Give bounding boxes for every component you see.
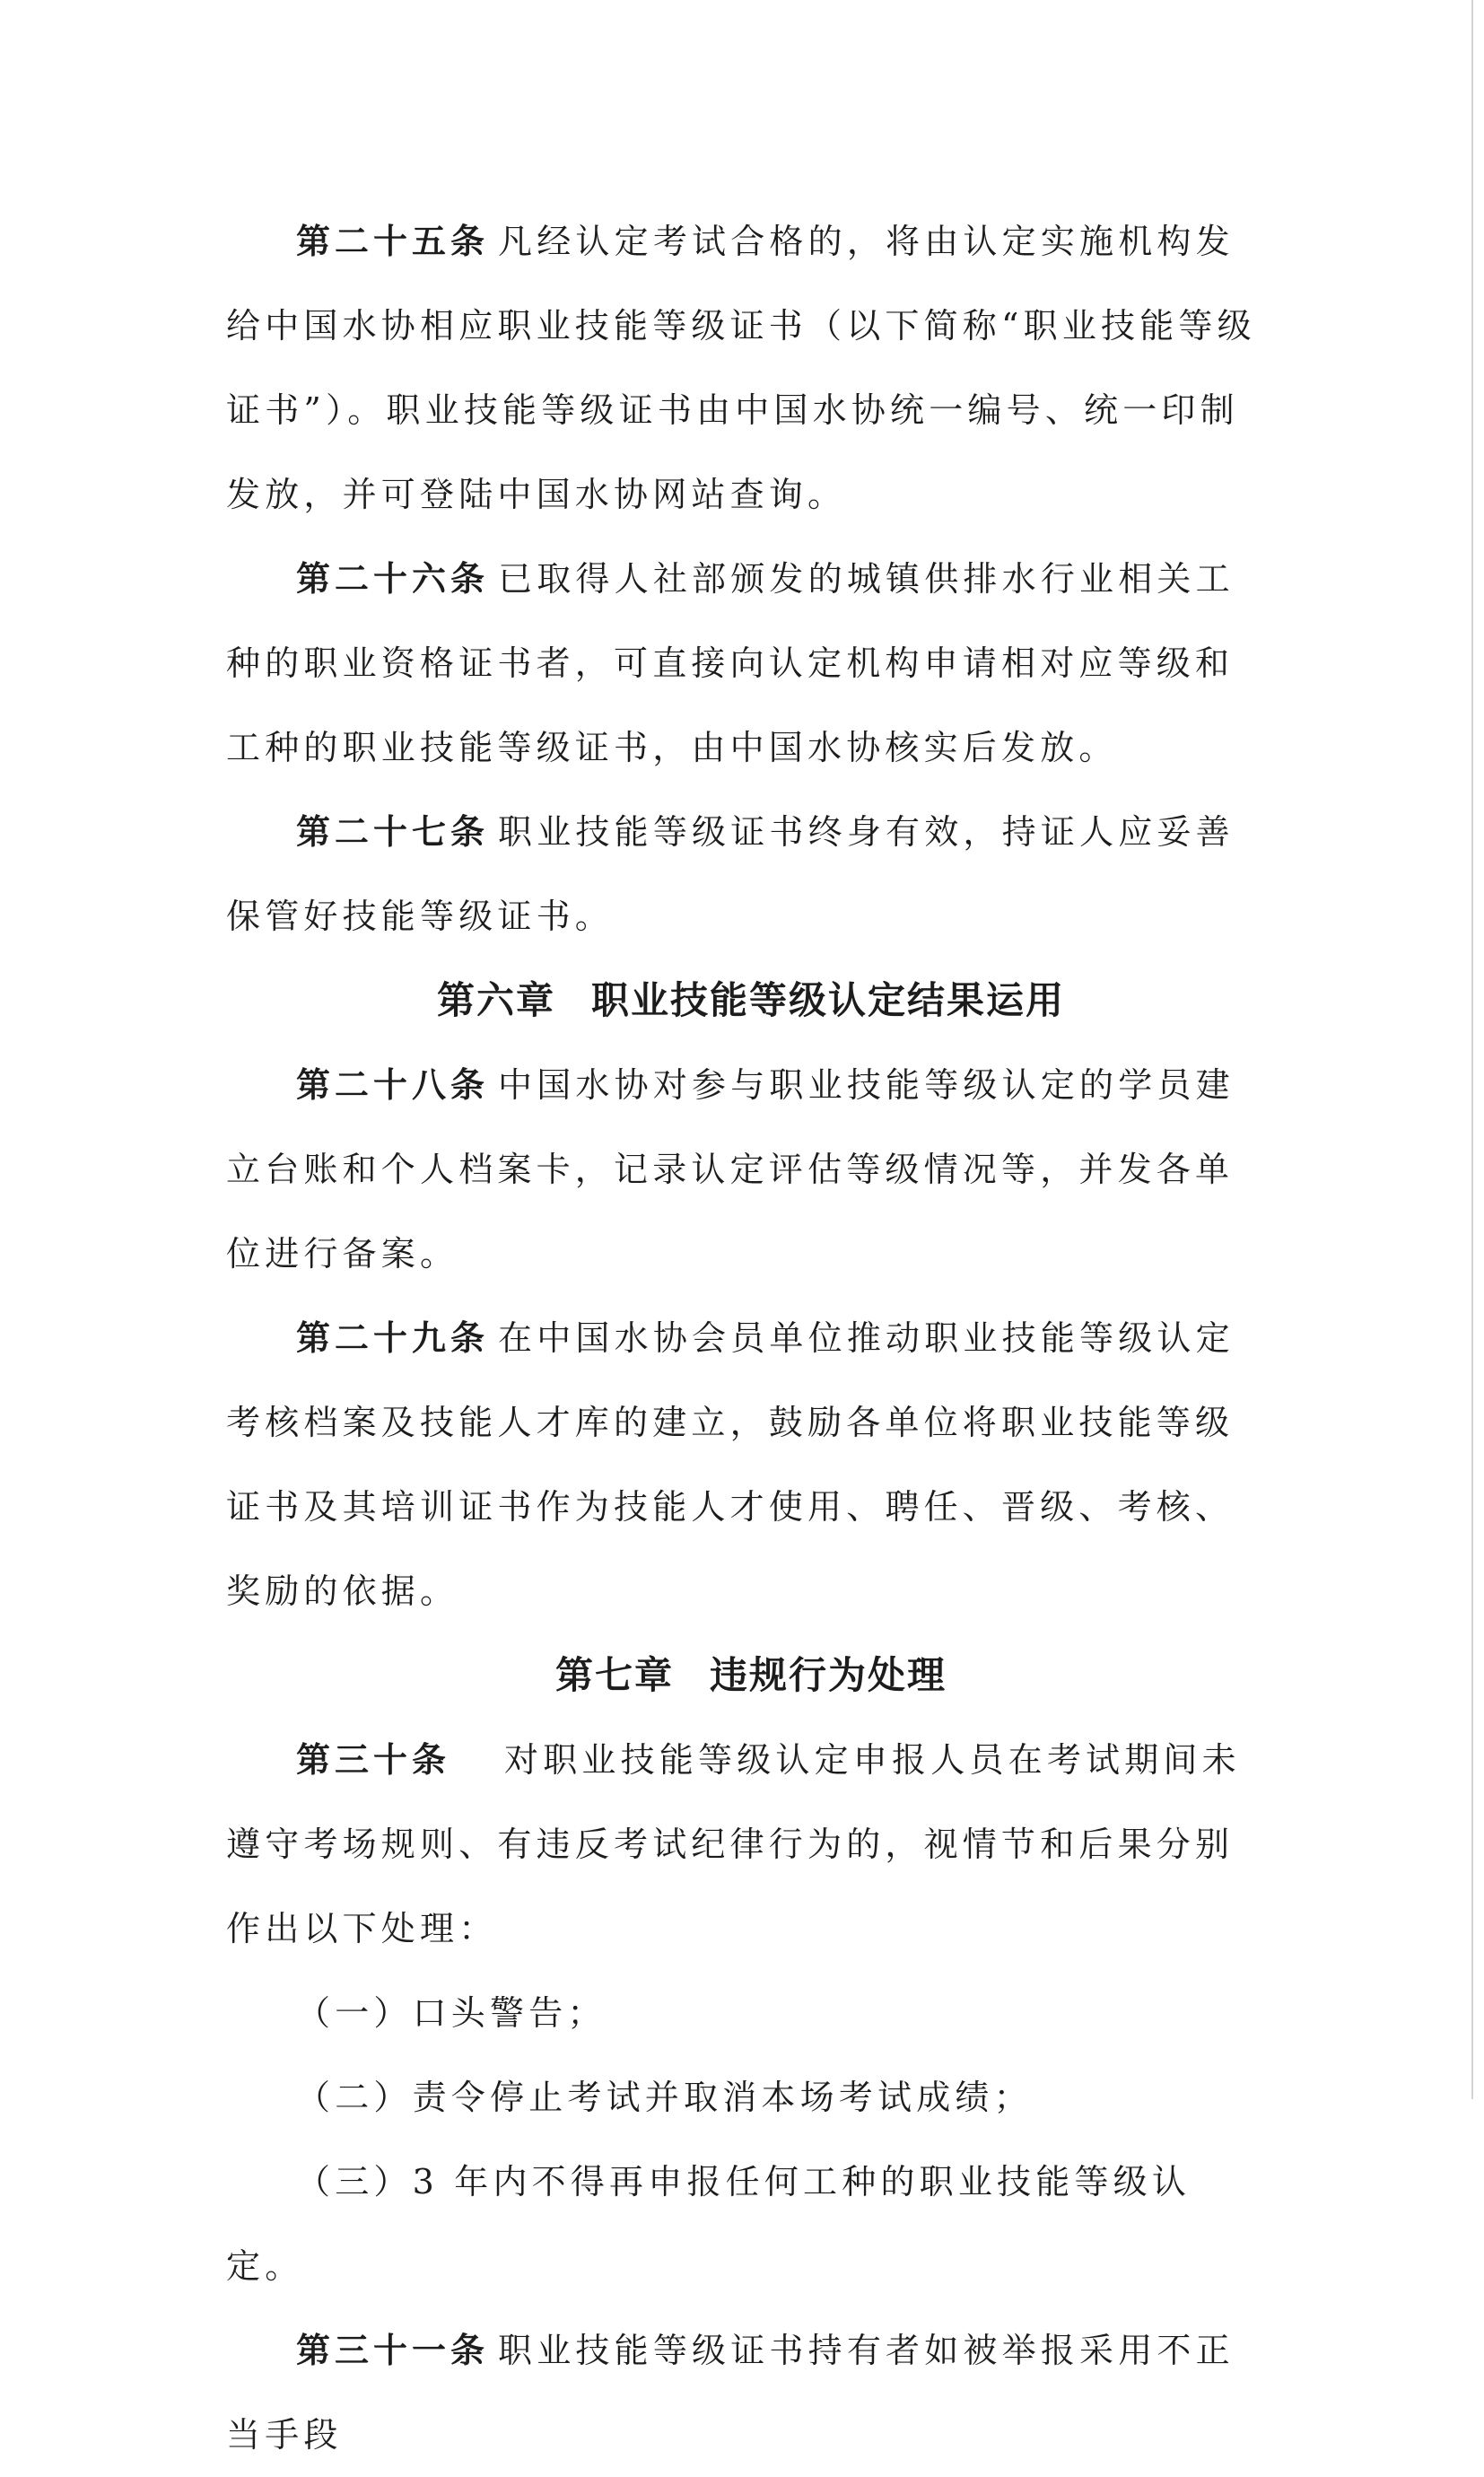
scan-edge-line <box>1471 0 1473 2099</box>
chapter-7-number: 第七章 <box>554 1653 674 1697</box>
article-30-item-1: （一）口头警告； <box>296 1993 607 2033</box>
chapter-6-title: 职业技能等级认定结果运用 <box>591 978 1066 1022</box>
article-26-text: 已取得人社部颁发的城镇供排水行业相关工种的职业资格证书者，可直接向认定机构申请相对应等级和工种的职业技能等级证书，由中国水协核实后发放。 <box>226 559 1235 767</box>
article-26 <box>226 537 1258 790</box>
article-25-number: 第二十五条 <box>296 222 490 261</box>
article-31-text: 职业技能等级证书持有者如被举报采用不正当手段 <box>226 2331 1235 2455</box>
article-31 <box>226 2308 1258 2477</box>
article-30 <box>226 1718 1258 1971</box>
article-27-number: 第二十七条 <box>296 812 490 852</box>
article-28 <box>226 1043 1258 1296</box>
article-29 <box>226 1296 1258 1633</box>
article-25-text: 凡经认定考试合格的，将由认定实施机构发给中国水协相应职业技能等级证书（以下简称“职业技能等级证书”）。职业技能等级证书由中国水协统一编号、统一印制发放，并可登陆中国水协网站查询。 <box>226 222 1256 514</box>
article-28-text: 中国水协对参与职业技能等级认定的学员建立台账和个人档案卡，记录认定评估等级情况等，并发各单位进行备案。 <box>226 1065 1235 1274</box>
article-30-number: 第三十条 <box>296 1740 451 1780</box>
chapter-6-number: 第六章 <box>436 978 555 1022</box>
article-29-number: 第二十九条 <box>296 1318 490 1358</box>
article-29-text: 在中国水协会员单位推动职业技能等级认定考核档案及技能人才库的建立，鼓励各单位将职业技能等级证书及其培训证书作为技能人才使用、聘任、晋级、考核、奖励的依据。 <box>226 1318 1235 1611</box>
chapter-7-heading <box>226 1633 1258 1718</box>
article-25 <box>226 199 1258 537</box>
document-content <box>226 199 1258 2477</box>
article-27 <box>226 790 1258 958</box>
article-31-number: 第三十一条 <box>296 2331 490 2370</box>
chapter-7-title: 违规行为处理 <box>710 1653 947 1697</box>
article-28-number: 第二十八条 <box>296 1065 490 1105</box>
article-30-item-2: （二）责令停止考试并取消本场考试成绩； <box>296 2078 1033 2117</box>
article-30-item-3: （三）3 年内不得再申报任何工种的职业技能等级认定。 <box>226 2162 1192 2286</box>
chapter-6-heading <box>226 958 1258 1043</box>
article-27-text: 职业技能等级证书终身有效，持证人应妥善保管好技能等级证书。 <box>226 812 1235 936</box>
article-26-number: 第二十六条 <box>296 559 490 599</box>
article-30-text: 对职业技能等级认定申报人员在考试期间未遵守考场规则、有违反考试纪律行为的，视情节和后果分别作出以下处理： <box>226 1740 1241 1948</box>
